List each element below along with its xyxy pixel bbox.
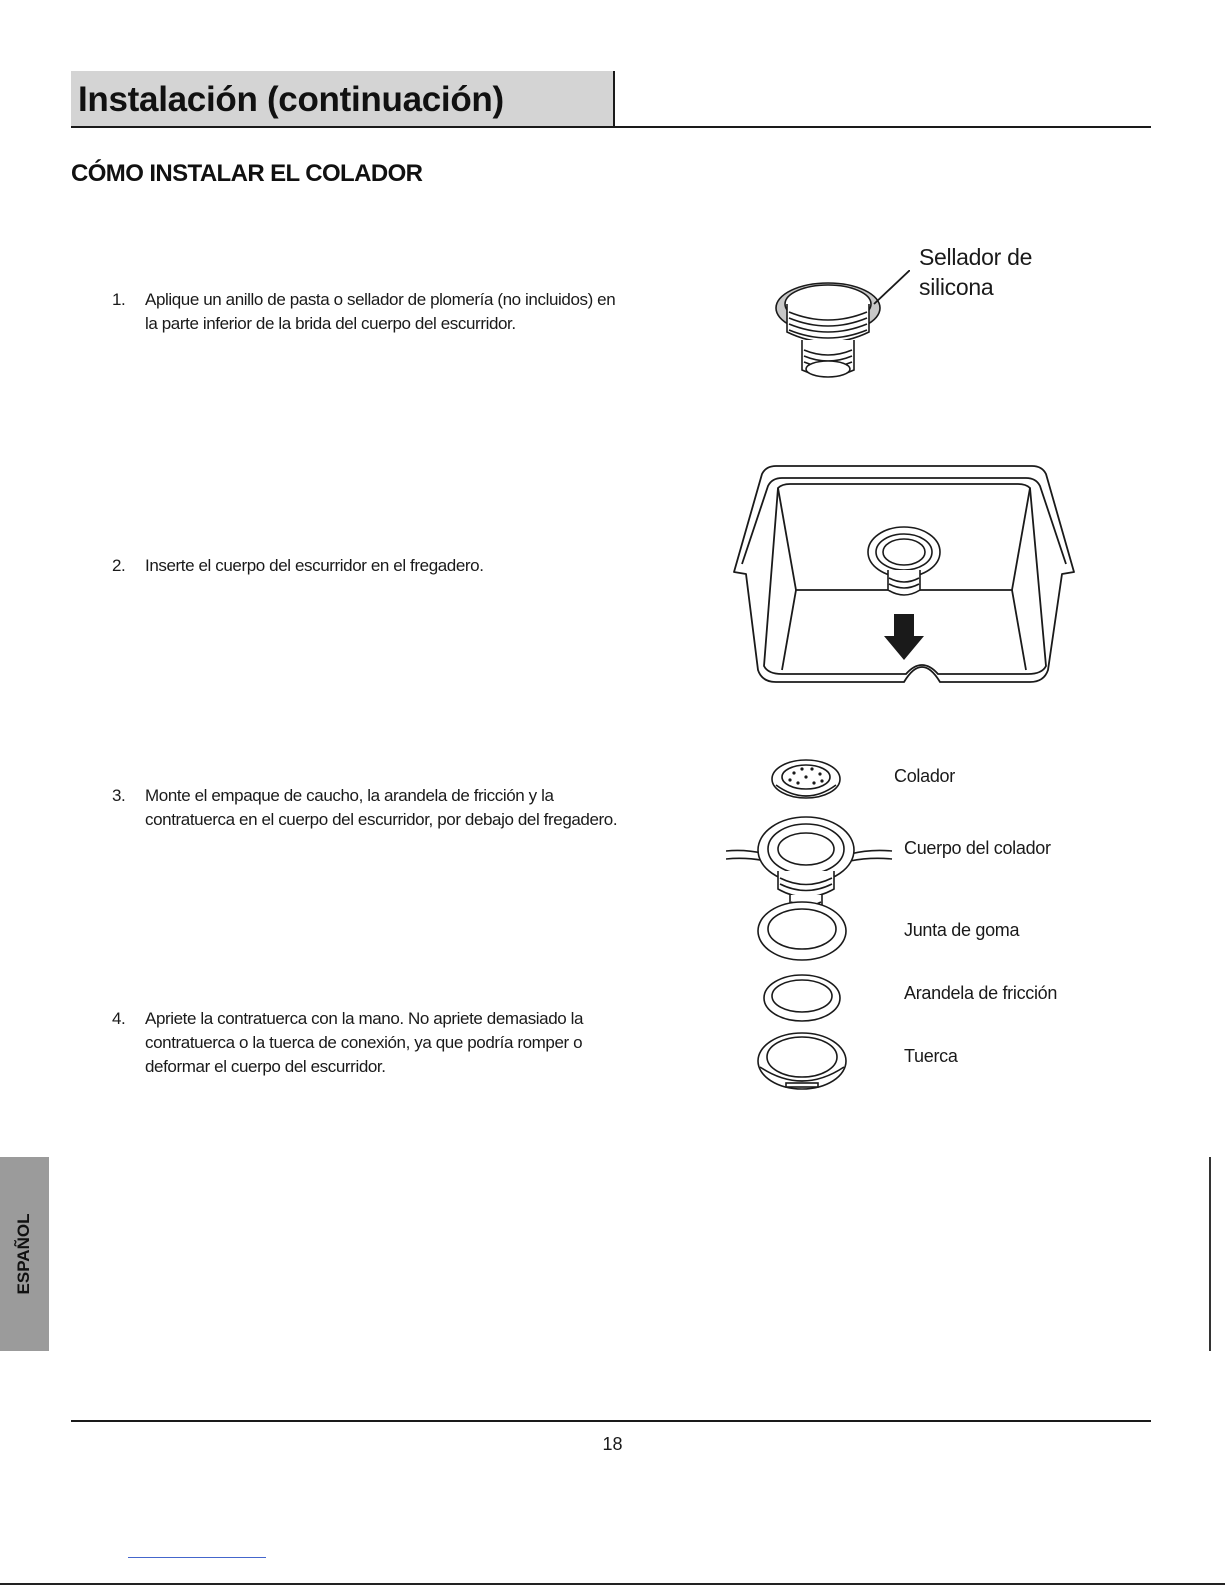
sealant-label-line-1: Sellador de bbox=[919, 244, 1033, 270]
step-text: Aplique un anillo de pasta o sellador de plomería (no incluidos) en la parte inferior de la brida del cuerpo del escurridor. bbox=[145, 290, 616, 333]
step-text: Monte el empaque de caucho, la arandela de fricción y la contratuerca en el cuerpo del escurridor, por debajo del fregadero. bbox=[145, 786, 618, 829]
step-1 bbox=[112, 288, 632, 336]
bottom-link-underline bbox=[128, 1557, 266, 1558]
page-title: Instalación (continuación) bbox=[78, 80, 504, 119]
sealant-label bbox=[919, 242, 1032, 302]
step-number: 3. bbox=[112, 786, 126, 805]
step-2 bbox=[112, 554, 632, 578]
header-rule bbox=[71, 126, 1151, 128]
nut-label: Tuerca bbox=[904, 1046, 958, 1066]
page-number: 18 bbox=[602, 1434, 623, 1454]
step-number: 4. bbox=[112, 1009, 126, 1028]
step-number: 2. bbox=[112, 556, 126, 575]
language-tab-label: ESPAÑOL bbox=[14, 1213, 33, 1295]
step-number: 1. bbox=[112, 290, 126, 309]
strainer-body-label: Cuerpo del colador bbox=[904, 838, 1051, 858]
sink-illustration bbox=[726, 460, 1081, 695]
section-title: CÓMO INSTALAR EL COLADOR bbox=[71, 160, 423, 187]
step-4 bbox=[112, 1007, 632, 1079]
rubber-gasket-label: Junta de goma bbox=[904, 920, 1020, 940]
step-text: Apriete la contratuerca con la mano. No apriete demasiado la contratuerca o la tuerca de conexión, ya que podría romper o deformar el cuerpo del escurridor. bbox=[145, 1009, 584, 1076]
step-text: Inserte el cuerpo del escurridor en el fregadero. bbox=[145, 556, 484, 575]
footer-rule bbox=[71, 1420, 1151, 1422]
strainer-label: Colador bbox=[894, 766, 955, 786]
friction-washer-label: Arandela de fricción bbox=[904, 983, 1058, 1003]
parts-illustration bbox=[726, 755, 896, 1095]
sealant-illustration bbox=[760, 270, 910, 385]
right-edge-mark bbox=[1209, 1157, 1211, 1351]
sealant-label-line-2: silicona bbox=[919, 274, 994, 300]
step-3 bbox=[112, 784, 632, 832]
language-tab bbox=[0, 1157, 49, 1351]
